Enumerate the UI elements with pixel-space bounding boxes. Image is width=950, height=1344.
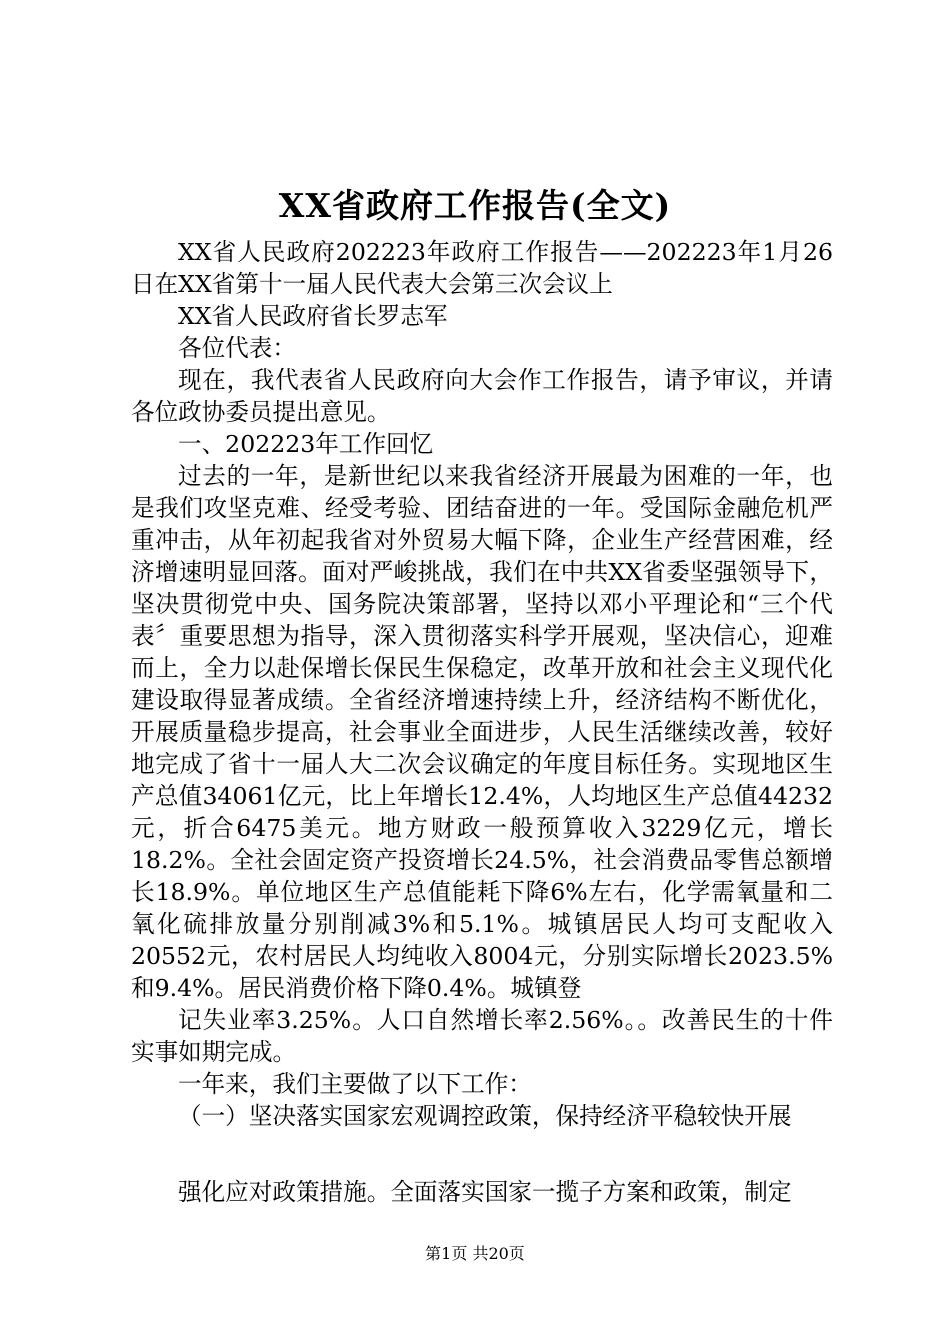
paragraph-opening: 现在，我代表省人民政府向大会作工作报告，请予审议，并请各位政协委员提出意见。 (131, 366, 833, 426)
section-heading-review: 一、202223年工作回忆 (178, 430, 434, 458)
paragraph-salutation: 各位代表： (178, 334, 296, 362)
paragraph-policy-measures: 强化应对政策措施。全面落实国家一揽子方案和政策，制定 (178, 1178, 792, 1206)
paragraph-work-intro: 一年来，我们主要做了以下工作： (178, 1070, 532, 1098)
document-title: XX省政府工作报告(全文) (278, 186, 672, 225)
paragraph-review-summary: 过去的一年，是新世纪以来我省经济开展最为困难的一年，也是我们攻坚克难、经受考验、团结奋进的一年。受国际金融危机严重冲击，从年初起我省对外贸易大幅下降，企业生产经营困难，经济增速明显回落。面对严峻挑战，我们在中共XX省委坚强领导下，坚决贯彻党中央、国务院决策部署，坚持以邓小平理论和“三个代表〞重要思想为指导，深入贯彻落实科学开展观，坚决信心，迎难而上，全力以赴保增长保民生保稳定，改革开放和社会主义现代化建设取得显著成绩。全省经济增速持续上升，经济结构不断优化，开展质量稳步提高，社会事业全面进步，人民生活继续改善，较好地完成了省十一届人大二次会议确定的年度目标任务。实现地区生产总值34061亿元，比上年增长12.4%，人均地区生产总值44232元，折合6475美元。地方财政一般预算收入3229亿元，增长18.2%。全社会固定资产投资增长24.5%，社会消费品零售总额增长18.9%。单位地区生产总值能耗下降6%左右，化学需氧量和二氧化硫排放量分别削减3%和5.1%。城镇居民人均可支配收入20552元，农村居民人均纯收入8004元，分别实际增长2023.5%和9.4%。居民消费价格下降0.4%。城镇登 (131, 462, 833, 1002)
subsection-heading-macro-policy: （一）坚决落实国家宏观调控政策，保持经济平稳较快开展 (178, 1102, 792, 1130)
paragraph-author: XX省人民政府省长罗志军 (178, 302, 448, 330)
page-number-footer: 第1页 共20页 (425, 1244, 525, 1263)
paragraph-unemployment: 记失业率3.25%。人口自然增长率2.56%。。改善民生的十件实事如期完成。 (131, 1006, 833, 1066)
paragraph-report-intro: XX省人民政府202223年政府工作报告——202223年1月26日在XX省第十一届人民代表大会第三次会议上 (131, 238, 833, 298)
document-body (131, 236, 833, 1208)
